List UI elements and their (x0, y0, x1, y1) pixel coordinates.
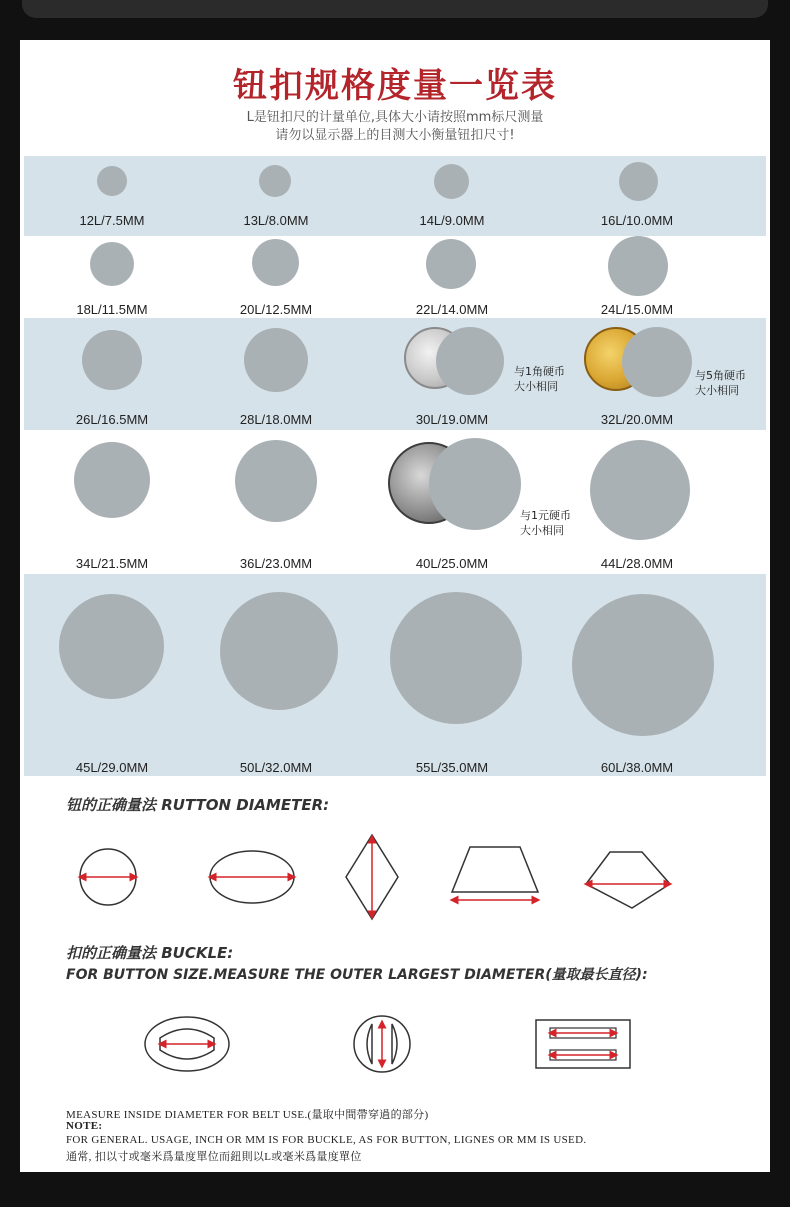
size-label: 14L/9.0MM (419, 213, 485, 228)
button-45l (59, 594, 164, 699)
size-label: 34L/21.5MM (75, 556, 149, 571)
buckle-measure-diagrams (20, 1000, 770, 1100)
outer-diameter-instruction: FOR BUTTON SIZE.MEASURE THE OUTER LARGEST DIAMETER(量取最长直径): (66, 967, 648, 983)
coin-note: 与5角硬币 大小相同 (695, 369, 746, 397)
button-12l (97, 166, 127, 196)
button-26l (82, 330, 142, 390)
button-measure-heading: 钮的正确量法 RUTTON DIAMETER: (66, 796, 330, 814)
size-label: 50L/32.0MM (239, 760, 313, 775)
rectangle-buckle-outline-icon (536, 1020, 630, 1068)
size-label: 55L/35.0MM (415, 760, 489, 775)
size-label: 45L/29.0MM (75, 760, 149, 775)
size-row-4 (24, 430, 766, 574)
button-18l (90, 242, 134, 286)
coin-note: 与1角硬币 大小相同 (514, 365, 565, 393)
size-label: 36L/23.0MM (239, 556, 313, 571)
buckle-measure-heading: 扣的正确量法 BUCKLE: (66, 944, 234, 962)
note-english: FOR GENERAL. USAGE, INCH OR MM IS FOR BUCKLE, AS FOR BUTTON, LIGNES OR MM IS USED. (66, 1134, 587, 1146)
button-28l (244, 328, 308, 392)
button-measure-diagrams (20, 830, 770, 930)
size-label: 13L/8.0MM (243, 213, 309, 228)
button-14l (434, 164, 469, 199)
size-label: 44L/28.0MM (600, 556, 674, 571)
button-55l (390, 592, 522, 724)
button-40l (429, 438, 521, 530)
size-label: 16L/10.0MM (600, 213, 674, 228)
trapezoid-button-outline-icon (452, 847, 538, 892)
note-label: NOTE: (66, 1120, 103, 1132)
size-row-5 (24, 574, 766, 776)
size-row-3 (24, 318, 766, 430)
button-50l (220, 592, 338, 710)
size-label: 30L/19.0MM (415, 412, 489, 427)
size-label: 24L/15.0MM (600, 302, 674, 317)
button-44l (590, 440, 690, 540)
size-chart-card (20, 40, 770, 1172)
top-bar (22, 0, 768, 18)
button-20l (252, 239, 299, 286)
size-label: 22L/14.0MM (415, 302, 489, 317)
button-30l (436, 327, 504, 395)
button-24l (608, 236, 668, 296)
size-row-2 (24, 236, 766, 318)
button-16l (619, 162, 658, 201)
size-label: 60L/38.0MM (600, 760, 674, 775)
size-label: 40L/25.0MM (415, 556, 489, 571)
button-36l (235, 440, 317, 522)
page-title: 钮扣规格度量一览表 (233, 66, 557, 106)
button-22l (426, 239, 476, 289)
note-chinese: 通常, 扣以寸或毫米爲量度單位而鈕則以L或毫米爲量度單位 (66, 1151, 362, 1163)
button-32l (622, 327, 692, 397)
size-label: 20L/12.5MM (239, 302, 313, 317)
button-60l (572, 594, 714, 736)
coin-note: 与1元硬币 大小相同 (520, 509, 571, 537)
size-label: 26L/16.5MM (75, 412, 149, 427)
size-label: 28L/18.0MM (239, 412, 313, 427)
size-label: 12L/7.5MM (79, 213, 145, 228)
size-label: 18L/11.5MM (76, 302, 148, 317)
button-13l (259, 165, 291, 197)
inside-diameter-instruction: MEASURE INSIDE DIAMETER FOR BELT USE.(量取中間帶穿過的部分) (66, 1109, 429, 1121)
size-label: 32L/20.0MM (600, 412, 674, 427)
size-row-1 (24, 156, 766, 236)
subtitle-line-2: 请勿以显示器上的目测大小衡量钮扣尺寸! (275, 128, 515, 143)
button-34l (74, 442, 150, 518)
subtitle-line-1: L是钮扣尺的计量单位,具体大小请按照mm标尺测量 (246, 110, 544, 125)
pentagon-button-outline-icon (586, 852, 670, 908)
